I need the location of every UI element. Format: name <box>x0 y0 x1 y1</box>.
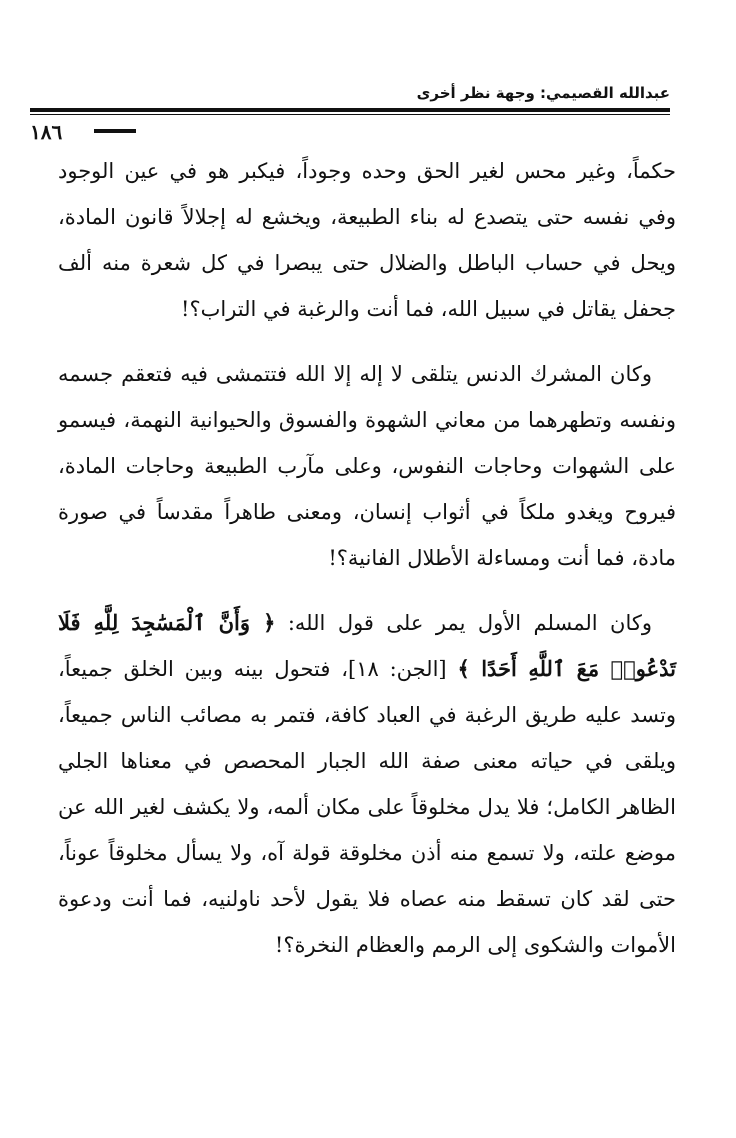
header-rule-thin <box>30 114 670 115</box>
paragraph-1: حكماً، وغير محس لغير الحق وحده وجوداً، فيكبر هو في عين الوجود وفي نفسه حتى يتصدع له بناء الطبيعة، ويخشع له إجلالاً قانون المادة، ويحل في حساب الباطل والضلال حتى يبصرا في كل شعرة منه ألف جحفل يقاتل في سبيل الله، فما أنت والرغبة في التراب؟! <box>58 159 676 321</box>
page-number-bar <box>94 129 136 133</box>
paragraph-3 <box>58 600 676 968</box>
header-rule-thick <box>30 108 670 112</box>
quran-verse: ﴿ وَأَنَّ ٱلْمَسَٰجِدَ لِلَّهِ فَلَا تَدْعُوا۟ مَعَ ٱللَّهِ أَحَدًا ﴾ <box>58 610 677 681</box>
page-header <box>30 84 670 144</box>
body-text <box>58 148 676 987</box>
page-number: ١٨٦ <box>30 120 63 144</box>
running-title: عبدالله القصيمي: وجهة نظر أخرى <box>416 84 670 102</box>
paragraph-3-body: [الجن: ١٨]، فتحول بينه وبين الخلق جميعاً، وتسد عليه طريق الرغبة في العباد كافة، فتمر به مصائب الناس جميعاً، ويلقى في حياته معنى صفة الله الجبار المحصص في معناها الجلي الظاهر الكامل؛ فلا يدل مخلوقاً على مكان ألمه، ولا يكشف لغير الله عن موضع علته، ولا تسمع منه أذن مخلوقة قولة آه، ولا يسأل مخلوقاً عوناً، حتى لقد كان تسقط منه عصاه فلا يقول لأحد ناولنيه، فما أنت ودعوة الأموات والشكوى إلى الرمم والعظام النخرة؟! <box>58 657 676 957</box>
paragraph-3-intro: وكان المسلم الأول يمر على قول الله: <box>287 611 652 635</box>
paragraph-2: وكان المشرك الدنس يتلقى لا إله إلا الله فتتمشى فيه فتعقم جسمه ونفسه وتطهرهما من معاني الشهوة والفسوق والحيوانية النهمة، فيسمو على الشهوات وحاجات النفوس، وعلى مآرب الطبيعة وحاجات المادة، فيروح ويغدو ملكاً في أثواب إنسان، ومعنى طاهراً مقدساً في صورة مادة، فما أنت ومساءلة الأطلال الفانية؟! <box>58 362 676 570</box>
